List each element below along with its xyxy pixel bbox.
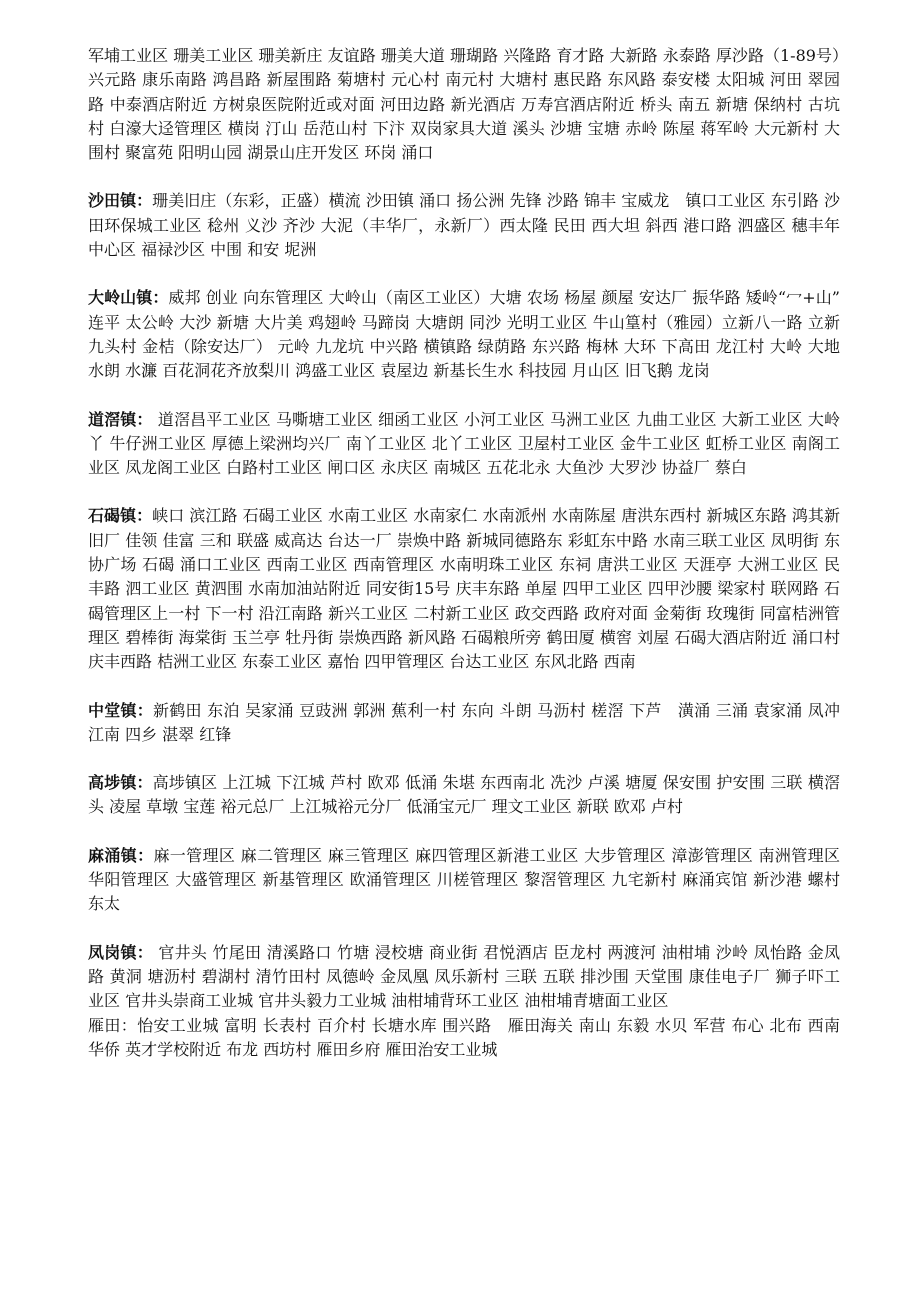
section-label: 中堂镇： [88, 700, 154, 720]
section-paragraph-daojiao [88, 408, 840, 481]
section-label: 大岭山镇： [88, 288, 169, 308]
section-label: 沙田镇： [88, 191, 153, 211]
section-text: 新鹤田 东泊 吴家涌 豆豉洲 郭洲 蕉利一村 东向 斗朗 马沥村 槎滘 下芦 潢涌 三涌 袁家涌 凤冲 江南 四乡 湛翠 红锋 [88, 700, 840, 744]
section-label: 道滘镇： [88, 409, 153, 429]
section-label: 凤岗镇： [88, 942, 154, 962]
section-text: 雁田：怡安工业城 富明 长表村 百介村 长塘水库 围兴路 雁田海关 南山 东毅 水贝 军营 布心 北布 西南 华侨 英才学校附近 布龙 西坊村 雁田乡府 雁田治安工业城 [88, 1015, 840, 1059]
section-paragraph-yantian [88, 1014, 840, 1063]
document-page [88, 44, 840, 1086]
section-text: 峡口 滨江路 石碣工业区 水南工业区 水南家仁 水南派州 水南陈屋 唐洪东西村 新城区东路 鸿其新旧厂 佳领 佳富 三和 联盛 威高达 台达一厂 崇焕中路 新城同德路东 彩虹东中路 水南三联工业区 凤明街 东协广场 石碣 涌口工业区 西南工业区 西南管理区 水南明珠工业区 东祠 唐洪工业区 天涯亭 大洲工业区 民丰路 泗工业区 黄泗围 水南加油站附近 同安街15号 庆丰东路 单屋 四甲工业区 四甲沙腰 梁家村 联网路 石碣管理区上一村 下一村 沿江南路 新兴工业区 二村新工业区 政交西路 政府对面 金菊街 玫瑰街 同富桔洲管理区 碧棒街 海棠街 玉兰亭 牡丹街 崇焕西路 新风路 石碣粮所旁 鹤田厦 横窖 刘屋 石碣大酒店附近 涌口村 庆丰西路 桔洲工业区 东泰工业区 嘉怡 四甲管理区 台达工业区 东风北路 西南 [88, 506, 840, 672]
section-paragraph-machong [88, 844, 840, 917]
section-text: 威邦 创业 向东管理区 大岭山（南区工业区）大塘 农场 杨屋 颜屋 安达厂 振华路 矮岭“冖+山” 连平 太公岭 大沙 新塘 大片美 鸡翅岭 马蹄岗 大塘朗 同沙 光明工业区 牛山篁村（雅园）立新八一路 立新九头村 金桔（除安达厂） 元岭 九龙坑 中兴路 横镇路 绿荫路 东兴路 梅林 大环 下高田 龙江村 大岭 大地 水朗 水濂 百花洞花齐放梨川 鸿盛工业区 袁屋边 新基长生水 科技园 月山区 旧飞鹅 龙岗 [88, 288, 840, 381]
section-label: 麻涌镇： [88, 845, 154, 865]
section-paragraph-junpu [88, 44, 840, 165]
section-paragraph-fenggang [88, 941, 840, 1014]
section-paragraph-shijie [88, 504, 840, 674]
section-paragraph-gaobu [88, 771, 840, 820]
section-paragraph-shatian [88, 189, 840, 262]
section-label: 石碣镇： [88, 506, 153, 526]
section-label: 高埗镇： [88, 773, 153, 793]
section-text: 军埔工业区 珊美工业区 珊美新庄 友谊路 珊美大道 珊瑚路 兴隆路 育才路 大新路 永泰路 厚沙路（1-89号）兴元路 康乐南路 鸿昌路 新屋围路 菊塘村 元心村 南元村 大塘村 惠民路 东风路 泰安楼 太阳城 河田 翠园路 中泰酒店附近 方树泉医院附近或对面 河田边路 新光酒店 万寿宫酒店附近 桥头 南五 新塘 保纳村 古坑村 白濠大迳管理区 横岗 汀山 岳范山村 下汴 双岗家具大道 溪头 沙塘 宝塘 赤岭 陈屋 蒋军岭 大元新村 大围村 聚富苑 阳明山园 湖景山庄开发区 环岗 涌口 [88, 46, 840, 163]
section-text: 官井头 竹尾田 清溪路口 竹塘 浸校塘 商业街 君悦酒店 臣龙村 两渡河 油柑埔 沙岭 凤怡路 金凤路 黄洞 塘沥村 碧湖村 清竹田村 凤德岭 金凤凰 凤乐新村 三联 五联 排沙围 天堂围 康佳电子厂 狮子吓工业区 官井头崇商工业城 官井头毅力工业城 油柑埔背环工业区 油柑埔青塘面工业区 [88, 942, 840, 1011]
section-paragraph-zhongtang [88, 699, 840, 748]
section-text: 高埗镇区 上江城 下江城 芦村 欧邓 低涌 朱堪 东西南北 冼沙 卢溪 塘厦 保安围 护安围 三联 横滘头 凌屋 草墩 宝莲 裕元总厂 上江城裕元分厂 低涌宝元厂 理文工业区 新联 欧邓 卢村 [88, 773, 840, 817]
section-text: 道滘昌平工业区 马嘶塘工业区 细函工业区 小河工业区 马洲工业区 九曲工业区 大新工业区 大岭丫 牛仔洲工业区 厚德上梁洲均兴厂 南丫工业区 北丫工业区 卫屋村工业区 金牛工业区 虹桥工业区 南阁工业区 凤龙阁工业区 白路村工业区 闸口区 永庆区 南城区 五花北永 大鱼沙 大罗沙 协益厂 蔡白 [88, 409, 840, 478]
section-text: 珊美旧庄（东彩，正盛）横流 沙田镇 涌口 扬公洲 先锋 沙路 锦丰 宝威龙 镇口工业区 东引路 沙田环保城工业区 稔州 义沙 齐沙 大泥（丰华厂，永新厂）西太隆 民田 西大坦 斜西 港口路 泗盛区 穗丰年 中心区 福禄沙区 中围 和安 坭洲 [88, 191, 840, 260]
section-text: 麻一管理区 麻二管理区 麻三管理区 麻四管理区新港工业区 大步管理区 漳澎管理区 南洲管理区 华阳管理区 大盛管理区 新基管理区 欧涌管理区 川槎管理区 黎滘管理区 九宅新村 麻涌宾馆 新沙港 螺村 东太 [88, 845, 840, 914]
section-paragraph-dalingshan [88, 286, 840, 383]
